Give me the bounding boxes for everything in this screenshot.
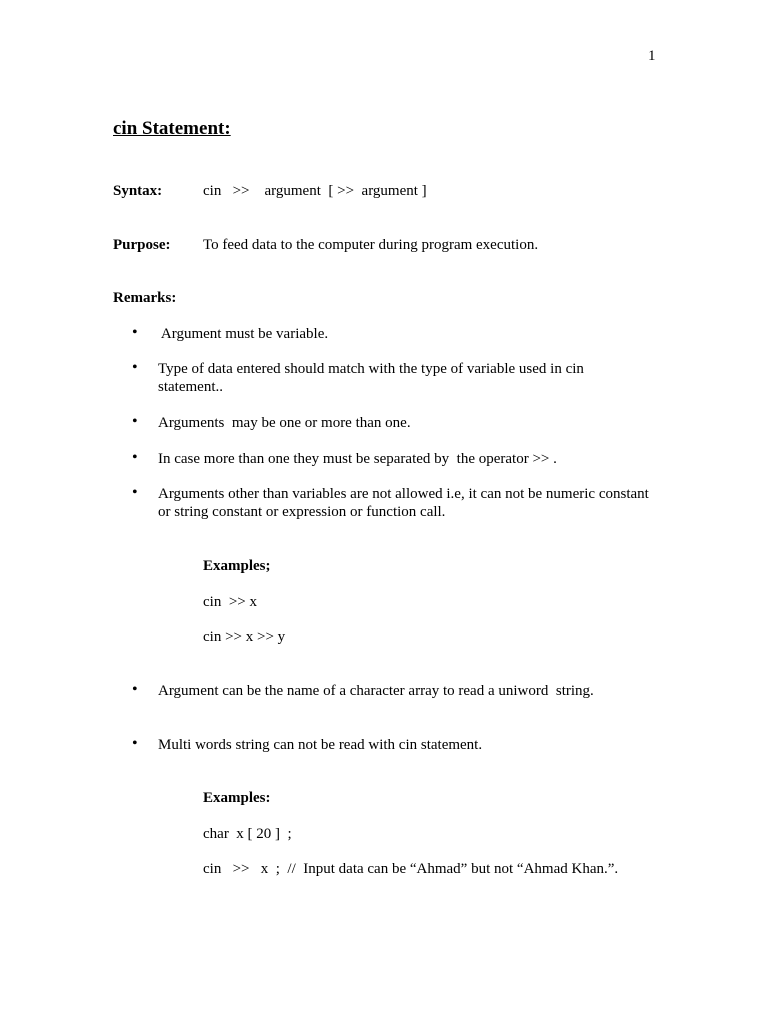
examples-title: Examples; xyxy=(203,558,271,574)
bullet-icon: • xyxy=(132,449,138,466)
remark-text: Type of data entered should match with the type of variable used in cin statement.. xyxy=(158,361,584,395)
syntax-label: Syntax: xyxy=(113,183,163,199)
bullet-icon: • xyxy=(132,413,138,430)
bullet-icon: • xyxy=(132,681,138,698)
page-number: 1 xyxy=(648,48,656,64)
example-code-line: cin >> x xyxy=(203,594,257,610)
remark-text: Multi words string can not be read with cin statement. xyxy=(158,737,483,753)
bullet-icon: • xyxy=(132,484,138,501)
bullet-icon: • xyxy=(132,359,138,376)
example-code-line: cin >> x >> y xyxy=(203,629,286,645)
remark-text: Arguments other than variables are not allowed i.e, it can not be numeric constant or string constant or expression or function call. xyxy=(158,486,649,520)
examples-title: Examples: xyxy=(203,790,271,806)
syntax-text: cin >> argument [ >> argument ] xyxy=(203,183,427,199)
remark-text: Arguments may be one or more than one. xyxy=(158,415,411,431)
remarks-label: Remarks: xyxy=(113,290,177,306)
example-code-line: char x [ 20 ] ; xyxy=(203,826,292,842)
example-code-line: cin >> x ; // Input data can be “Ahmad” but not “Ahmad Khan.”. xyxy=(203,861,619,877)
bullet-icon: • xyxy=(132,324,138,341)
remark-text: Argument can be the name of a character array to read a uniword string. xyxy=(158,683,594,699)
remark-text: In case more than one they must be separated by the operator >> . xyxy=(158,451,557,467)
purpose-text: To feed data to the computer during program execution. xyxy=(203,237,539,253)
bullet-icon: • xyxy=(132,735,138,752)
section-heading: cin Statement: xyxy=(113,118,231,139)
remark-text: Argument must be variable. xyxy=(158,326,329,342)
purpose-label: Purpose: xyxy=(113,237,171,253)
